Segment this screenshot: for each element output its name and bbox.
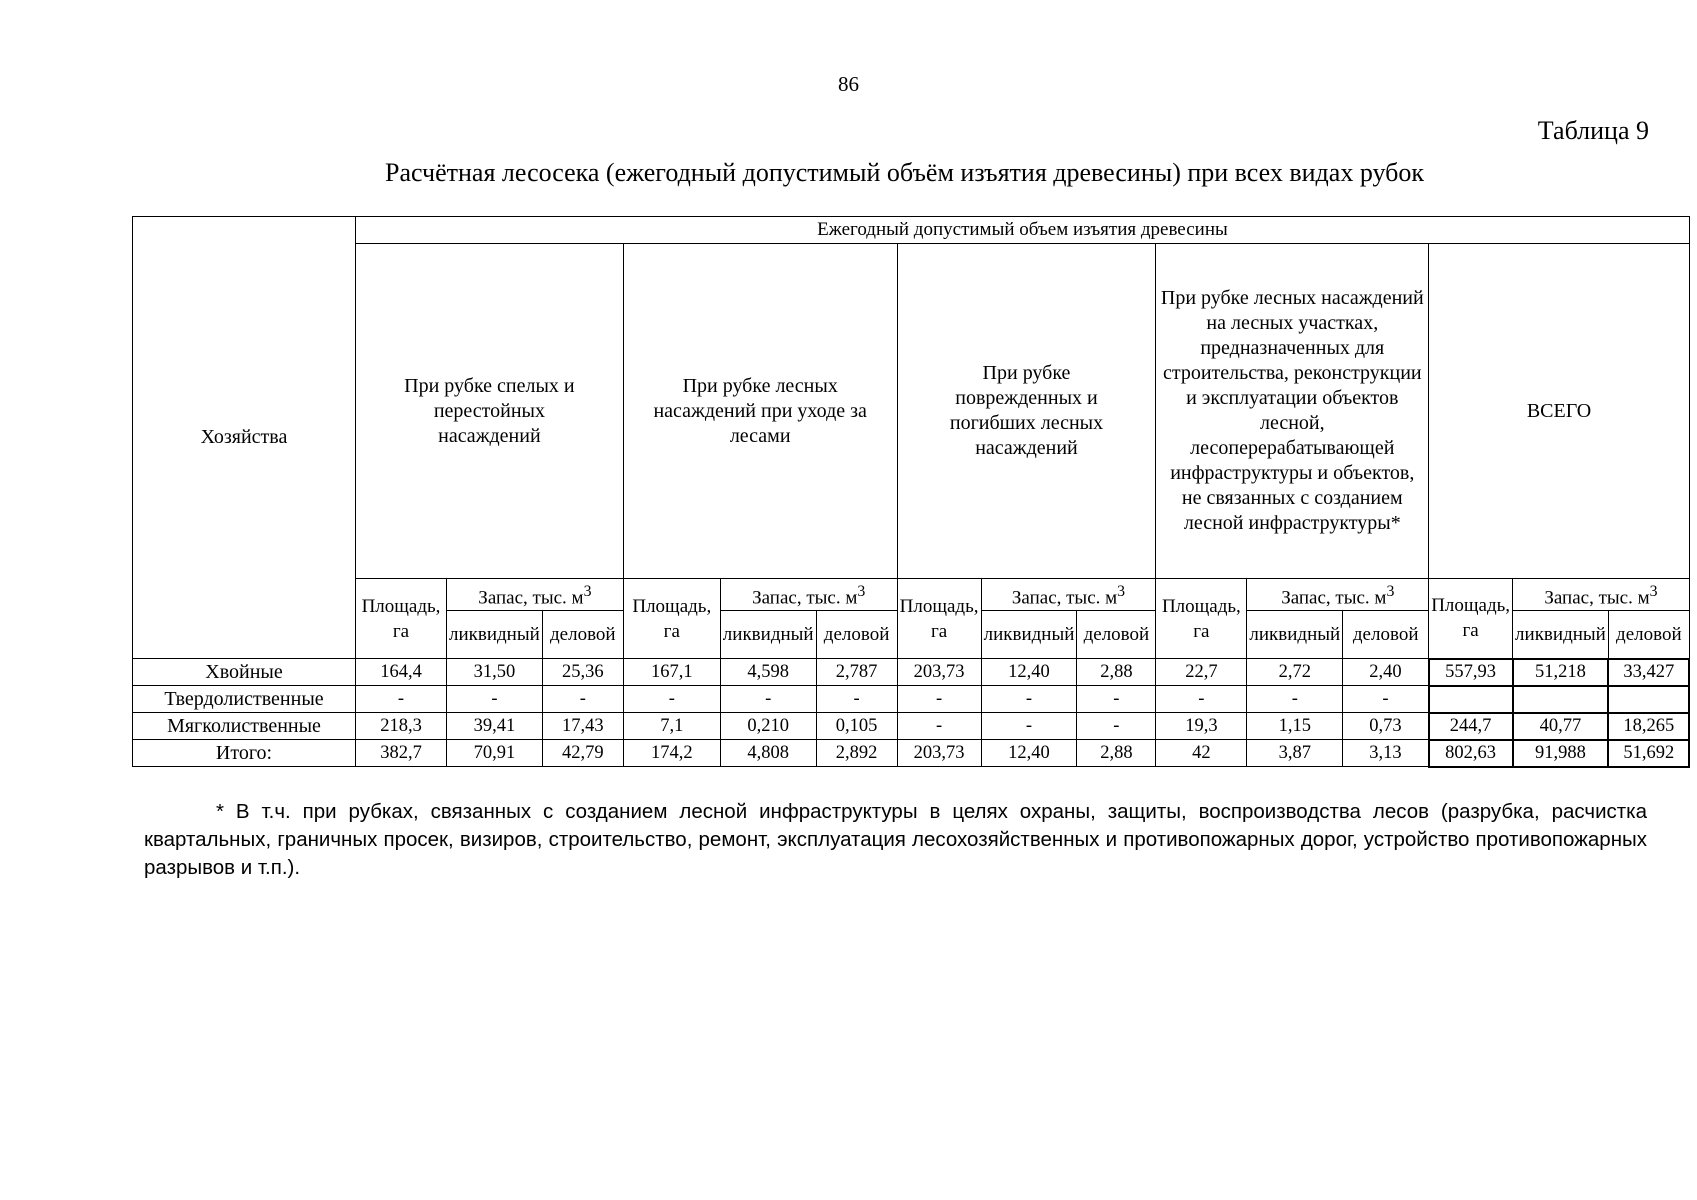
table-cell: 4,808	[720, 740, 816, 767]
table-cell: 91,988	[1513, 740, 1609, 767]
table-cell: -	[623, 686, 720, 713]
row-label: Хвойные	[133, 659, 356, 686]
liquid-header: ликвидный	[720, 611, 816, 659]
table-cell: 167,1	[623, 659, 720, 686]
table-cell: -	[1156, 686, 1247, 713]
table-body	[133, 659, 1690, 767]
table-cell: 1,15	[1247, 713, 1343, 740]
table-cell: 174,2	[623, 740, 720, 767]
table-cell: 51,218	[1513, 659, 1609, 686]
row-label: Мягколиственные	[133, 713, 356, 740]
table-cell: 2,88	[1077, 659, 1156, 686]
stock-header: Запас, тыс. $м^3$	[447, 579, 624, 611]
table-cell: 2,72	[1247, 659, 1343, 686]
area-header: Площадь, га	[1156, 579, 1247, 659]
group-header-total: ВСЕГО	[1429, 244, 1690, 579]
liquid-header: ликвидный	[447, 611, 543, 659]
business-header: деловой	[1077, 611, 1156, 659]
table-cell: 3,87	[1247, 740, 1343, 767]
stock-header: Запас, тыс. $м^3$	[1513, 579, 1690, 611]
table-cell: 164,4	[356, 659, 447, 686]
liquid-header: ликвидный	[1247, 611, 1343, 659]
group-header-damaged: При рубке поврежденных и погибших лесных насаждений	[897, 244, 1156, 579]
table-cell: -	[981, 686, 1077, 713]
table-cell: -	[356, 686, 447, 713]
table-cell: 33,427	[1608, 659, 1689, 686]
table-cell: 12,40	[981, 740, 1077, 767]
table-cell: -	[816, 686, 897, 713]
table-cell: 17,43	[542, 713, 623, 740]
table-cell: 203,73	[897, 659, 981, 686]
area-header: Площадь, га	[897, 579, 981, 659]
business-header: деловой	[542, 611, 623, 659]
row-label: Итого:	[133, 740, 356, 767]
table-cell: -	[720, 686, 816, 713]
table-cell: 19,3	[1156, 713, 1247, 740]
area-header: Площадь, га	[1429, 579, 1513, 659]
stock-header: Запас, тыс. $м^3$	[720, 579, 897, 611]
page-number: 86	[838, 72, 859, 96]
group-header-care: При рубке лесных насаждений при уходе за лесами	[623, 244, 897, 579]
table-cell: 382,7	[356, 740, 447, 767]
table-row	[133, 659, 1690, 686]
table-cell: -	[897, 686, 981, 713]
business-header: деловой	[1343, 611, 1429, 659]
table-cell	[1513, 686, 1609, 713]
table-cell: -	[1077, 686, 1156, 713]
table-cell: 0,73	[1343, 713, 1429, 740]
table-cell: -	[1247, 686, 1343, 713]
liquid-header: ликвидный	[1513, 611, 1609, 659]
table-cell: 51,692	[1608, 740, 1689, 767]
table-row	[133, 740, 1690, 767]
footnote: * В т.ч. при рубках, связанных с созданием лесной инфраструктуры в целях охраны, защиты, воспроизводства лесов (разрубка, расчистка квартальных, граничных просек, визиров, строительство, ремонт, эксплуатация лесохозяйственных и противопожарных дорог, устройство противопожарных разрывов и т.п.).	[144, 800, 1647, 879]
table-cell	[1429, 686, 1513, 713]
table-cell: 25,36	[542, 659, 623, 686]
table-cell: 0,105	[816, 713, 897, 740]
table-cell: 31,50	[447, 659, 543, 686]
table-cell: 2,787	[816, 659, 897, 686]
table-cell: 40,77	[1513, 713, 1609, 740]
table-row	[133, 686, 1690, 713]
harvest-table	[132, 216, 1690, 768]
table-cell: -	[981, 713, 1077, 740]
table-cell: 218,3	[356, 713, 447, 740]
table-cell: -	[542, 686, 623, 713]
liquid-header: ликвидный	[981, 611, 1077, 659]
table-cell: 244,7	[1429, 713, 1513, 740]
group-header-mature: При рубке спелых и перестойных насаждений	[356, 244, 624, 579]
table-cell: 2,40	[1343, 659, 1429, 686]
table-cell: 4,598	[720, 659, 816, 686]
table-cell: 18,265	[1608, 713, 1689, 740]
table-cell: 0,210	[720, 713, 816, 740]
stock-header: Запас, тыс. $м^3$	[981, 579, 1156, 611]
table-cell: 42,79	[542, 740, 623, 767]
table-cell: -	[1077, 713, 1156, 740]
table-cell: 2,892	[816, 740, 897, 767]
table-row	[133, 713, 1690, 740]
table-cell: 12,40	[981, 659, 1077, 686]
area-header: Площадь, га	[356, 579, 447, 659]
table-cell: 203,73	[897, 740, 981, 767]
business-header: деловой	[816, 611, 897, 659]
group-header-infrastructure: При рубке лесных насаждений на лесных участках, предназначенных для строительства, реконструкции и эксплуатации объектов лесной, лесоперерабатывающей инфраструктуры и объектов, не связанных с созданием лесной инфраструктуры*	[1156, 244, 1429, 579]
table-title: Расчётная лесосека (ежегодный допустимый объём изъятия древесины) при всех видах рубок	[385, 158, 1424, 187]
row-label: Твердолиственные	[133, 686, 356, 713]
stock-header: Запас, тыс. $м^3$	[1247, 579, 1429, 611]
area-header: Площадь, га	[623, 579, 720, 659]
table-cell: 22,7	[1156, 659, 1247, 686]
top-header: Ежегодный допустимый объем изъятия древесины	[356, 217, 1690, 244]
table-cell: -	[897, 713, 981, 740]
table-cell: 39,41	[447, 713, 543, 740]
table-cell	[1608, 686, 1689, 713]
table-cell: 802,63	[1429, 740, 1513, 767]
table-cell: 7,1	[623, 713, 720, 740]
table-cell: 42	[1156, 740, 1247, 767]
table-label: Таблица 9	[1537, 116, 1649, 145]
business-header: деловой	[1608, 611, 1689, 659]
farm-header: Хозяйства	[133, 217, 356, 659]
table-cell: 70,91	[447, 740, 543, 767]
table-cell: 557,93	[1429, 659, 1513, 686]
table-cell: -	[1343, 686, 1429, 713]
table-cell: -	[447, 686, 543, 713]
table-cell: 2,88	[1077, 740, 1156, 767]
table-cell: 3,13	[1343, 740, 1429, 767]
